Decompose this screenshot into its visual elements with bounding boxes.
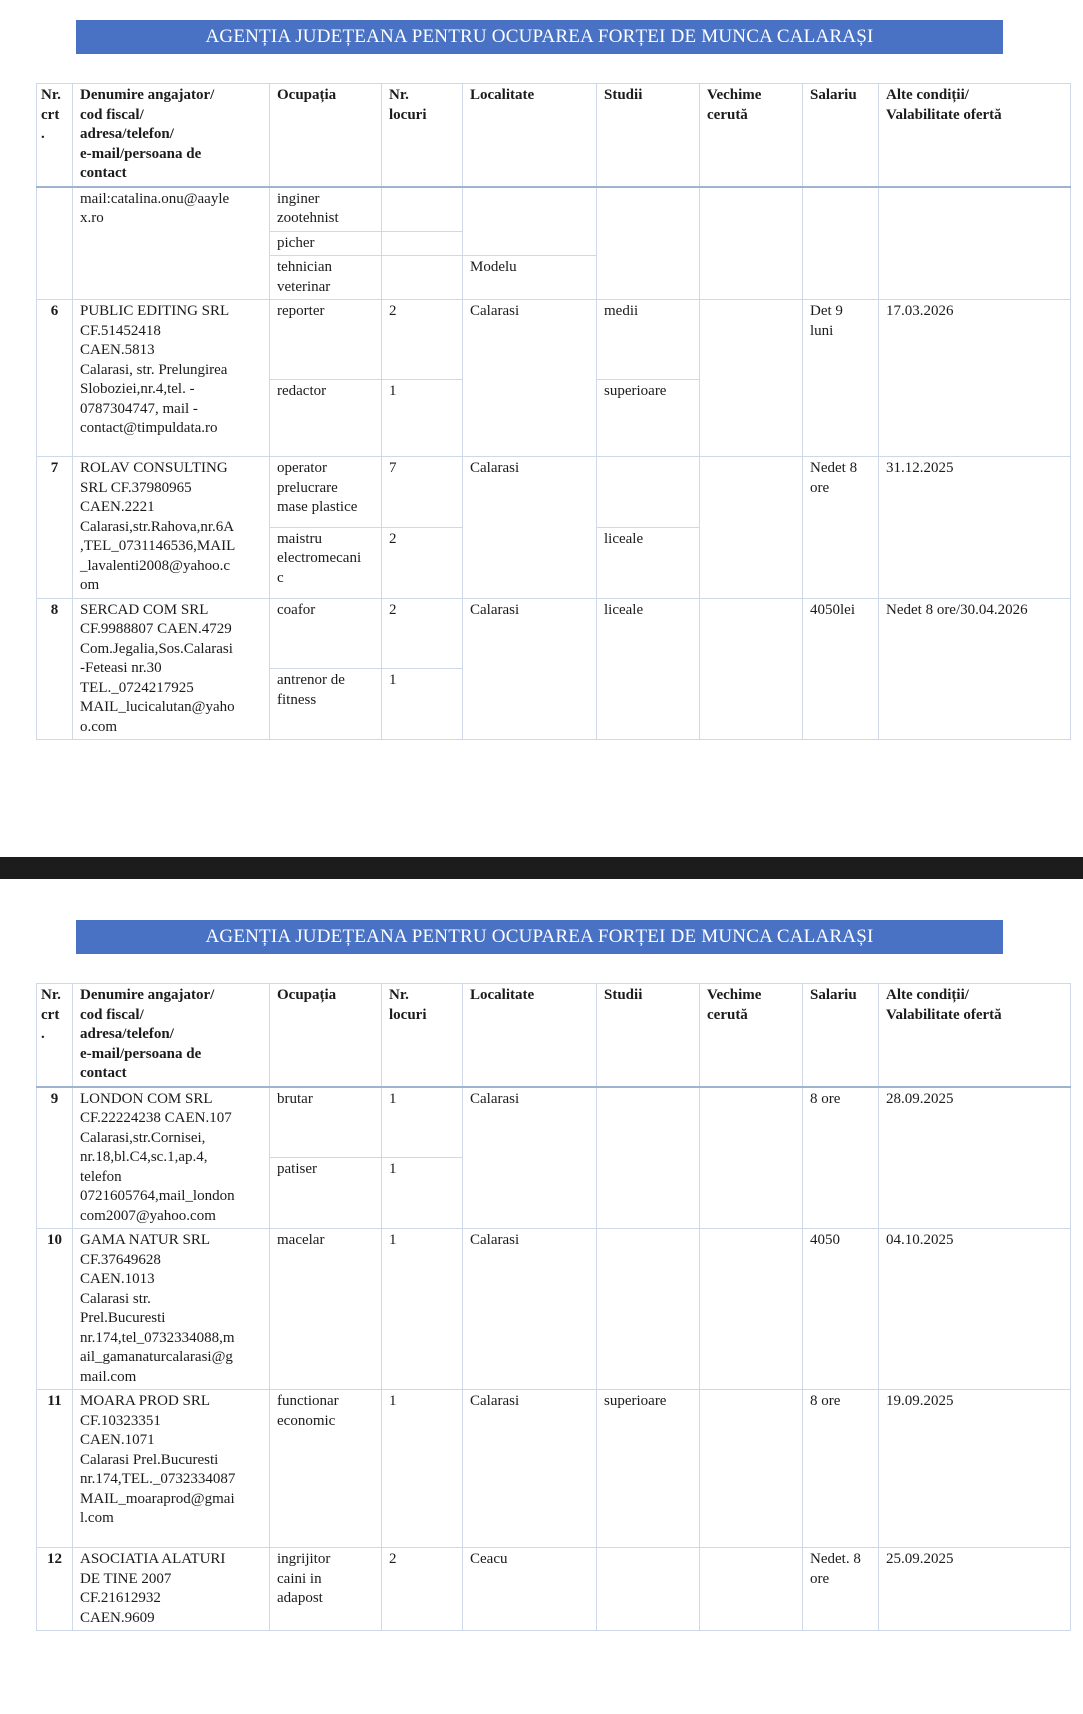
seniority-cell	[700, 300, 803, 457]
employer-cell: ASOCIATIA ALATURI DE TINE 2007 CF.21612932 CAEN.9609	[73, 1548, 270, 1631]
row-nr: 12	[37, 1548, 73, 1631]
locality-cell: Calarasi	[463, 598, 597, 740]
positions-cell: 2	[382, 598, 463, 669]
occupation-cell: reporter	[270, 300, 382, 380]
salary-cell: 8 ore	[803, 1087, 879, 1229]
studies-cell	[597, 187, 700, 300]
seniority-cell	[700, 187, 803, 300]
document-page-2	[0, 879, 1083, 1714]
locality-cell	[463, 187, 597, 256]
conditions-cell: 31.12.2025	[879, 457, 1071, 599]
header-studies: Studii	[597, 984, 700, 1087]
locality-cell: Calarasi	[463, 1087, 597, 1229]
job-offers-table-2	[36, 983, 1071, 1631]
occupation-cell: patiser	[270, 1158, 382, 1229]
table-row	[37, 1087, 1071, 1158]
salary-cell	[803, 187, 879, 300]
salary-cell: 4050	[803, 1229, 879, 1390]
studies-cell: superioare	[597, 1390, 700, 1548]
positions-cell: 1	[382, 1390, 463, 1548]
seniority-cell	[700, 1087, 803, 1229]
table-row	[37, 1229, 1071, 1390]
seniority-cell	[700, 1229, 803, 1390]
seniority-cell	[700, 457, 803, 599]
header-occupation: Ocupația	[270, 984, 382, 1087]
positions-cell: 1	[382, 1229, 463, 1390]
occupation-cell: redactor	[270, 380, 382, 457]
positions-cell: 1	[382, 1158, 463, 1229]
table-row	[37, 187, 1071, 232]
studies-cell	[597, 1548, 700, 1631]
studies-cell	[597, 1087, 700, 1229]
studies-cell: medii	[597, 300, 700, 380]
header-nr: Nr. crt .	[37, 984, 73, 1087]
seniority-cell	[700, 1548, 803, 1631]
positions-cell: 1	[382, 380, 463, 457]
employer-cell: SERCAD COM SRL CF.9988807 CAEN.4729 Com.Jegalia,Sos.Calarasi -Feteasi nr.30 TEL._0724217925 MAIL_lucicalutan@yaho o.com	[73, 598, 270, 740]
header-conditions: Alte condiții/ Valabilitate ofertă	[879, 984, 1071, 1087]
header-employer: Denumire angajator/ cod fiscal/ adresa/telefon/ e-mail/persoana de contact	[73, 84, 270, 187]
occupation-cell: functionar economic	[270, 1390, 382, 1548]
positions-cell	[382, 231, 463, 256]
header-seniority: Vechime cerută	[700, 84, 803, 187]
row-nr: 7	[37, 457, 73, 599]
row-nr: 9	[37, 1087, 73, 1229]
page-separator	[0, 857, 1083, 879]
row-nr: 6	[37, 300, 73, 457]
seniority-cell	[700, 1390, 803, 1548]
occupation-cell: ingrijitor caini in adapost	[270, 1548, 382, 1631]
studies-cell: liceale	[597, 598, 700, 740]
header-positions: Nr. locuri	[382, 84, 463, 187]
agency-banner: AGENȚIA JUDEȚEANA PENTRU OCUPAREA FORȚEI DE MUNCA CALARAȘI	[76, 20, 1003, 54]
studies-cell: superioare	[597, 380, 700, 457]
occupation-cell: coafor	[270, 598, 382, 669]
locality-cell: Calarasi	[463, 300, 597, 457]
occupation-cell: inginer zootehnist	[270, 187, 382, 232]
seniority-cell	[700, 598, 803, 740]
positions-cell	[382, 187, 463, 232]
header-conditions: Alte condiții/ Valabilitate ofertă	[879, 84, 1071, 187]
agency-banner: AGENȚIA JUDEȚEANA PENTRU OCUPAREA FORȚEI DE MUNCA CALARAȘI	[76, 920, 1003, 954]
locality-cell: Modelu	[463, 256, 597, 300]
salary-cell: Nedet 8 ore	[803, 457, 879, 599]
salary-cell: Det 9 luni	[803, 300, 879, 457]
positions-cell: 1	[382, 1087, 463, 1158]
positions-cell: 1	[382, 669, 463, 740]
employer-cell: PUBLIC EDITING SRL CF.51452418 CAEN.5813 Calarasi, str. Prelungirea Sloboziei,nr.4,tel. - 0787304747, mail - contact@timpuldata.ro	[73, 300, 270, 457]
occupation-cell: operator prelucrare mase plastice	[270, 457, 382, 528]
employer-cell: GAMA NATUR SRL CF.37649628 CAEN.1013 Calarasi str. Prel.Bucuresti nr.174,tel_0732334088,m ail_gamanaturcalarasi@g mail.com	[73, 1229, 270, 1390]
table-row	[37, 457, 1071, 528]
employer-cell: MOARA PROD SRL CF.10323351 CAEN.1071 Calarasi Prel.Bucuresti nr.174,TEL._0732334087 MAIL_moaraprod@gmai l.com	[73, 1390, 270, 1548]
row-nr	[37, 187, 73, 300]
header-positions: Nr. locuri	[382, 984, 463, 1087]
conditions-cell: Nedet 8 ore/30.04.2026	[879, 598, 1071, 740]
salary-cell: Nedet. 8 ore	[803, 1548, 879, 1631]
conditions-cell: 28.09.2025	[879, 1087, 1071, 1229]
occupation-cell: antrenor de fitness	[270, 669, 382, 740]
header-seniority: Vechime cerută	[700, 984, 803, 1087]
locality-cell: Calarasi	[463, 457, 597, 599]
studies-cell	[597, 457, 700, 528]
employer-cell: mail:catalina.onu@aayle x.ro	[73, 187, 270, 300]
occupation-cell: macelar	[270, 1229, 382, 1390]
locality-cell: Calarasi	[463, 1390, 597, 1548]
header-salary: Salariu	[803, 984, 879, 1087]
row-nr: 10	[37, 1229, 73, 1390]
studies-cell	[597, 1229, 700, 1390]
occupation-cell: maistru electromecani c	[270, 527, 382, 598]
conditions-cell: 19.09.2025	[879, 1390, 1071, 1548]
table-row	[37, 598, 1071, 669]
header-locality: Localitate	[463, 984, 597, 1087]
locality-cell: Calarasi	[463, 1229, 597, 1390]
positions-cell: 2	[382, 527, 463, 598]
row-nr: 11	[37, 1390, 73, 1548]
header-nr: Nr. crt .	[37, 84, 73, 187]
header-salary: Salariu	[803, 84, 879, 187]
row-nr: 8	[37, 598, 73, 740]
header-employer: Denumire angajator/ cod fiscal/ adresa/telefon/ e-mail/persoana de contact	[73, 984, 270, 1087]
studies-cell: liceale	[597, 527, 700, 598]
positions-cell	[382, 256, 463, 300]
conditions-cell: 04.10.2025	[879, 1229, 1071, 1390]
header-studies: Studii	[597, 84, 700, 187]
locality-cell: Ceacu	[463, 1548, 597, 1631]
header-occupation: Ocupația	[270, 84, 382, 187]
occupation-cell: tehnician veterinar	[270, 256, 382, 300]
table-row	[37, 1390, 1071, 1548]
header-locality: Localitate	[463, 84, 597, 187]
occupation-cell: brutar	[270, 1087, 382, 1158]
employer-cell: ROLAV CONSULTING SRL CF.37980965 CAEN.2221 Calarasi,str.Rahova,nr.6A ,TEL_0731146536,MAIL _lavalenti2008@yahoo.c om	[73, 457, 270, 599]
table-row	[37, 300, 1071, 380]
occupation-cell: picher	[270, 231, 382, 256]
table-row	[37, 1548, 1071, 1631]
positions-cell: 2	[382, 300, 463, 380]
employer-cell: LONDON COM SRL CF.22224238 CAEN.107 Calarasi,str.Cornisei, nr.18,bl.C4,sc.1,ap.4, telefon 0721605764,mail_london com2007@yahoo.com	[73, 1087, 270, 1229]
conditions-cell	[879, 187, 1071, 300]
salary-cell: 4050lei	[803, 598, 879, 740]
table-header-row	[37, 984, 1071, 1087]
table-header-row	[37, 84, 1071, 187]
positions-cell: 2	[382, 1548, 463, 1631]
conditions-cell: 25.09.2025	[879, 1548, 1071, 1631]
conditions-cell: 17.03.2026	[879, 300, 1071, 457]
positions-cell: 7	[382, 457, 463, 528]
job-offers-table-1	[36, 83, 1071, 740]
salary-cell: 8 ore	[803, 1390, 879, 1548]
